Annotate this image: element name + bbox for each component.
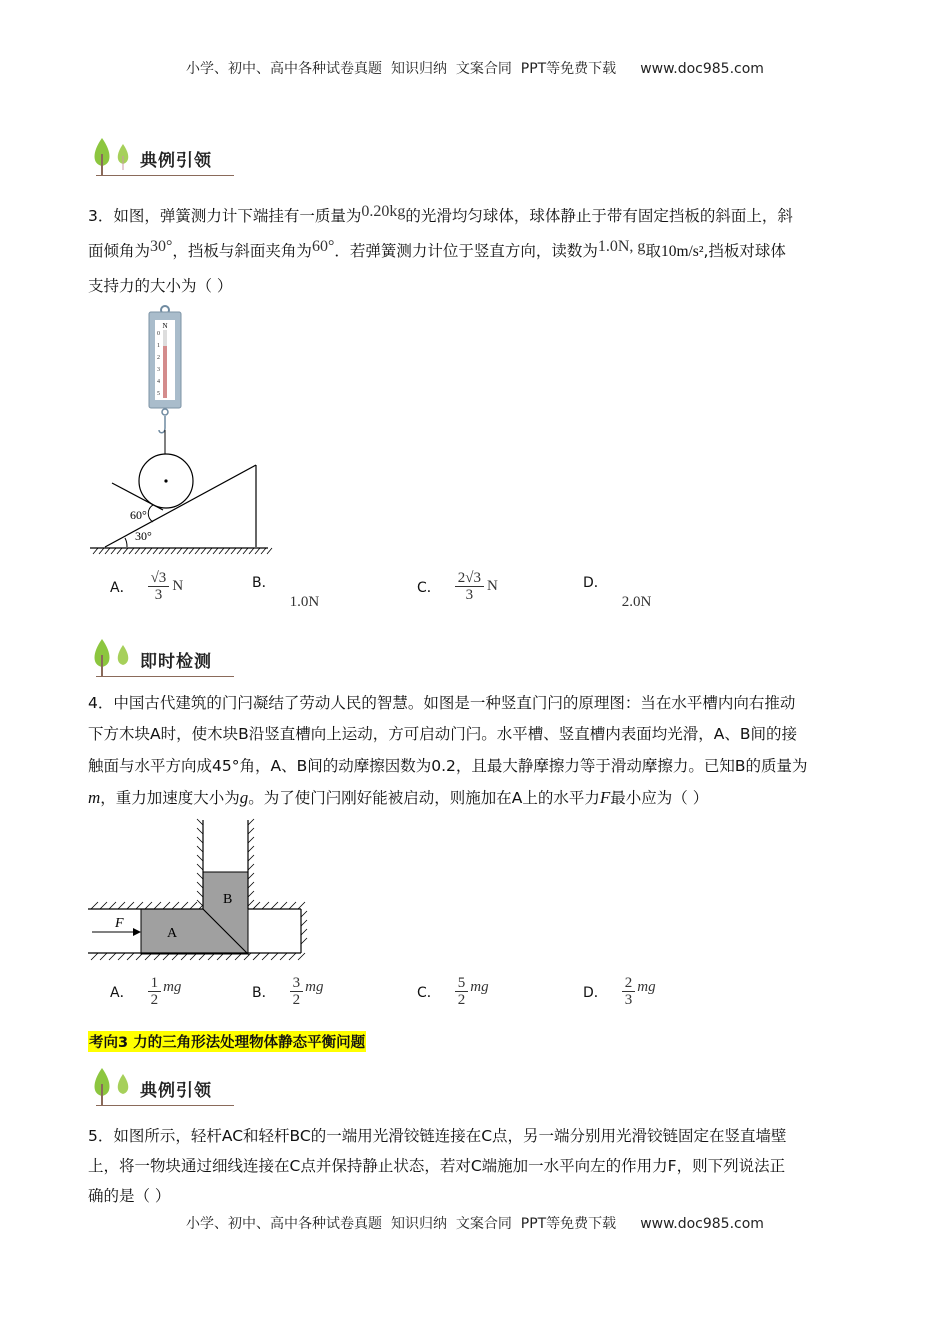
page-header [0,58,950,78]
option-a[interactable]: A． $\frac{1}{2}$ mg [110,975,182,1008]
section-banner [88,134,234,180]
footer-text: 小学、初中、高中各种试卷真题 知识归纳 文案合同 PPT等免费下载 [186,1216,617,1232]
svg-text:A: A [167,926,178,941]
page-footer [0,1213,950,1233]
question-5: 5．如图所示，轻杆AC和轻杆BC的一端用光滑铰链连接在C点，另一端分别用光滑铰链固定在竖直墙壁 上，将一物块通过细线连接在C点并保持静止状态，若对C端施加一水平向左的作用力F，则下列说法正 确的是（ ） [88,1127,787,1205]
footer-url: www.doc985.com [640,1216,764,1232]
question-3: 3．如图，弹簧测力计下端挂有一质量为0.20kg的光滑均匀球体，球体静止于带有固定挡板的斜面上，斜 面倾角为30°，挡板与斜面夹角为60°．若弹簧测力计位于竖直方向，读数为1.0N, g取10m/s²,挡板对球体 支持力的大小为（ ） [88,203,793,295]
option-a[interactable]: A． $\frac{√3}{3}$ N [110,570,184,603]
option-c[interactable]: C． $\frac{5}{2}$ mg [417,975,489,1008]
option-b[interactable]: B． 1.0N [252,575,320,610]
tree-icon [88,1064,138,1110]
banner-title: 典例引领 [140,151,212,171]
svg-text:3: 3 [157,367,160,373]
banner-title: 典例引领 [140,1081,212,1101]
header-text: 小学、初中、高中各种试卷真题 知识归纳 文案合同 PPT等免费下载 [186,61,617,77]
section-heading: 考向3 力的三角形法处理物体静态平衡问题 [88,1031,366,1052]
divider [96,175,234,176]
option-d[interactable]: D． $\frac{2}{3}$ mg [583,975,656,1008]
divider [96,676,234,677]
section-banner [88,1064,234,1110]
divider [96,1105,234,1106]
svg-text:1: 1 [157,343,160,349]
spring-scale-figure [85,300,275,560]
svg-text:2: 2 [157,355,160,361]
svg-text:B: B [223,892,233,907]
question-4: 4．中国古代建筑的门闩凝结了劳动人民的智慧。如图是一种竖直门闩的原理图：当在水平槽内向右推动 下方木块A时，使木块B沿竖直槽向上运动，方可启动门闩。水平槽、竖直槽内表面均光滑，A、B间的接 触面与水平方向成45°角，A、B间的动摩擦因数为0.2，且最大静摩擦力等于滑动摩擦力。已知B的质量为 m，重力加速度大小为g。为了使门闩刚好能被启动，则施加在A上的水平力F最小应为（ ） [88,694,808,807]
option-b[interactable]: B． $\frac{3}{2}$ mg [252,975,324,1008]
section-banner [88,635,234,681]
svg-text:4: 4 [157,379,160,385]
svg-text:0: 0 [157,331,160,337]
option-d[interactable]: D． 2.0N [583,575,652,610]
door-bolt-figure [85,815,325,965]
option-c[interactable]: C． $\frac{2√3}{3}$ N [417,570,498,603]
header-url: www.doc985.com [640,61,764,77]
svg-text:30°: 30° [135,529,152,543]
svg-text:F: F [115,916,124,931]
svg-text:60°: 60° [130,508,147,522]
svg-text:5: 5 [157,391,160,397]
scale-unit: N [162,322,168,330]
tree-icon [88,134,138,180]
tree-icon [88,635,138,681]
banner-title: 即时检测 [140,652,212,672]
